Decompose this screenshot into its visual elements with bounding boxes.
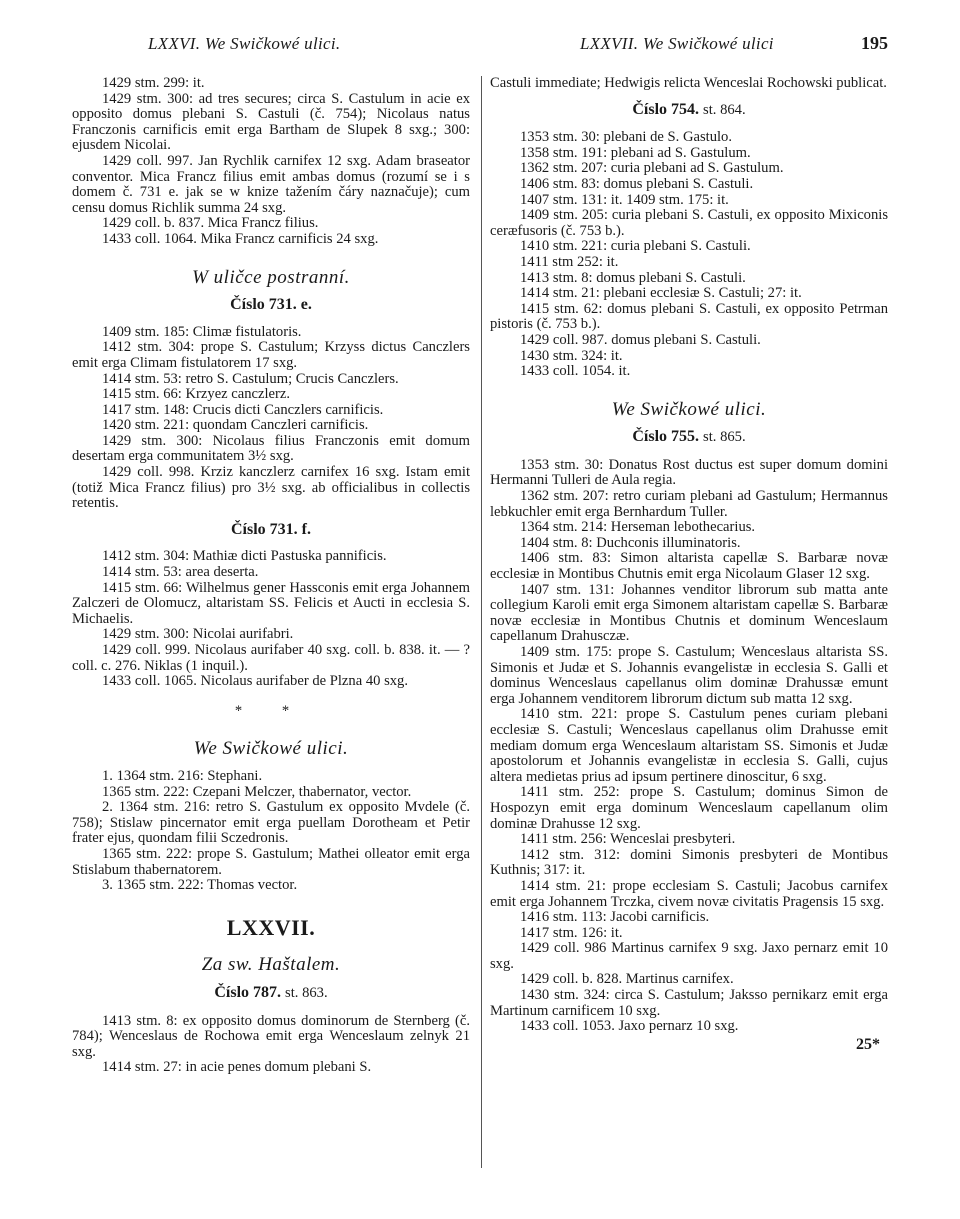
record-entry: 1429 coll. 998. Krziz kanczlerz carnifex 16 sxg. Istam emit (totiž Mica Francz filius) pro 3½ sxg. ab officialibus in collectis retentis.	[72, 464, 470, 512]
record-entry: 1414 stm. 21: prope ecclesiam S. Castuli; Jacobus carnifex emit erga Johannem Trczka, civem novæ civitatis Pragensis 15 sxg.	[490, 877, 888, 910]
record-entry: 1430 stm. 324: circa S. Castulum; Jaksso pernikarz emit erga Martinum carnificem 10 sxg.	[490, 987, 888, 1019]
record-entry: 1429 stm. 300: ad tres secures; circa S. Castulum in acie ex opposito domus plebani S. Castuli (č. 754); Nicolaus natus Franczonis carnificis emit erga Bartham de Slupek 8 sxg.; 300: ejusdem Nicolai.	[72, 90, 470, 154]
house-number-label: Číslo 787.	[214, 983, 282, 1001]
record-entry: 1407 stm. 131: Johannes venditor librorum sub matta ante collegium Karoli emit erga Simonem altaristam capellæ S. Barbaræ novæ ecclesiæ in Montibus Chutnis et dominum Wenceslaum capellanum Drahusczæ.	[490, 581, 888, 645]
record-entry: 1429 coll. 999. Nicolaus aurifaber 40 sxg. coll. b. 838. it. — ? coll. c. 276. Niklas (1 inquil.).	[72, 642, 470, 674]
record-entry: 1429 coll. b. 828. Martinus carnifex.	[520, 971, 734, 988]
record-entry: 1353 stm. 30: plebani de S. Gastulo.	[520, 129, 733, 146]
house-number-heading	[72, 985, 470, 1002]
record-entry: 1433 coll. 1065. Nicolaus aurifaber de Plzna 40 sxg.	[102, 673, 408, 690]
record-entry: 1417 stm. 148: Crucis dicti Canczlers carnificis.	[102, 401, 384, 418]
record-entry: 1. 1364 stm. 216: Stephani.	[102, 767, 263, 784]
record-entry: 1433 coll. 1054. it.	[520, 363, 631, 380]
house-number-heading	[72, 522, 470, 538]
record-entry: 1362 stm. 207: retro curiam plebani ad Gastulum; Hermannus lebkuchler emit erga Bernhardum Tuller.	[490, 488, 888, 520]
record-entry: 1410 stm. 221: curia plebani S. Castuli.	[520, 238, 751, 255]
running-head-right: LXXVII. We Swičkowé ulici	[580, 34, 774, 53]
right-column	[490, 76, 888, 1052]
record-entry: 1417 stm. 126: it.	[520, 924, 623, 941]
chapter-heading: LXXVII.	[226, 914, 316, 940]
record-entry: 3. 1365 stm. 222: Thomas vector.	[102, 877, 298, 894]
record-entry: 1415 stm. 62: domus plebani S. Castuli, ex opposito Petrman pistoris (č. 753 b.).	[490, 300, 888, 333]
record-entry: 1433 coll. 1064. Mika Francz carnificis 24 sxg.	[102, 230, 379, 247]
house-number-heading	[490, 102, 888, 119]
record-entry: 1416 stm. 113: Jacobi carnificis.	[520, 909, 710, 926]
record-entry: 1411 stm. 252: prope S. Castulum; dominus Simon de Hospozyn emit erga dominum Wenceslaum capellanum olim dominæ Drahusse 12 sxg.	[490, 784, 888, 832]
record-entry: 1430 stm. 324: it.	[520, 347, 623, 364]
record-entry: 1429 stm. 299: it.	[102, 75, 205, 91]
record-entry: 1413 stm. 8: domus plebani S. Castuli.	[520, 269, 746, 286]
section-title: W uličce postranní.	[192, 266, 350, 288]
column-divider	[481, 76, 482, 1168]
entry-continuation: Castuli immediate; Hedwigis relicta Wenceslai Rochowski publicat.	[490, 75, 887, 91]
record-entry: 1365 stm. 222: prope S. Gastulum; Mathei olleator emit erga Stislabum thabernatorem.	[72, 845, 470, 878]
record-entry: 1406 stm. 83: Simon altarista capellæ S. Barbaræ novæ ecclesiæ in Montibus Chutnis emit erga Nicolaum Glaser 12 sxg.	[490, 550, 888, 583]
record-entry: 1409 stm. 175: prope S. Castulum; Wenceslaus altarista SS. Simonis et Judæ et S. Johannis evangelistæ in ecclesia S. Galli et dominus Wenceslaus capellanus olim dominæ Drahussæ emunt erga Johannem venditorem librorum dictum sub matta 12 sxg.	[490, 644, 888, 707]
section-title: Za sw. Haštalem.	[201, 954, 341, 976]
record-entry: 1415 stm. 66: Wilhelmus gener Hassconis emit erga Johannem Zalczeri de Olomucz, altaristam SS. Felicis et Aucti in ecclesia S. Michaelis.	[72, 579, 470, 627]
house-number-label: Číslo 754.	[632, 100, 700, 118]
record-entry: 1412 stm. 304: Mathiæ dicti Pastuska pannificis.	[102, 548, 387, 565]
record-entry: 1433 coll. 1053. Jaxo pernarz 10 sxg.	[520, 1018, 739, 1035]
record-entry: 1429 stm. 300: Nicolai aurifabri.	[102, 626, 294, 643]
record-entry: 1364 stm. 214: Herseman lebothecarius.	[520, 519, 756, 536]
old-number-label: st. 864.	[703, 101, 746, 118]
asterism-divider: * *	[234, 702, 308, 719]
record-entry: 1429 coll. 986 Martinus carnifex 9 sxg. Jaxo pernarz emit 10 sxg.	[490, 940, 888, 972]
record-entry: 1409 stm. 185: Climæ fistulatoris.	[102, 323, 302, 340]
section-title: We Swičkowé ulici.	[611, 398, 767, 420]
record-entry: 1411 stm 252: it.	[520, 253, 619, 270]
record-entry: 1365 stm. 222: Czepani Melczer, thabernator, vector.	[102, 783, 412, 800]
record-entry: 1414 stm. 27: in acie penes domum plebani S.	[102, 1059, 372, 1076]
record-entry: 1414 stm. 53: retro S. Castulum; Crucis Canczlers.	[102, 370, 399, 387]
house-number-label: Číslo 755.	[632, 428, 700, 446]
record-entry: 1414 stm. 53: area deserta.	[102, 564, 259, 581]
record-entry: 1429 coll. 987. domus plebani S. Castuli.	[520, 331, 761, 348]
house-number-heading	[72, 297, 470, 313]
record-entry: 1420 stm. 221: quondam Canczleri carnificis.	[102, 417, 369, 434]
section-title: We Swičkowé ulici.	[193, 738, 349, 760]
left-column	[72, 76, 470, 1076]
record-entry: 1415 stm. 66: Krzyez canczlerz.	[102, 386, 291, 403]
record-entry: 1362 stm. 207: curia plebani ad S. Gastulum.	[520, 160, 784, 177]
record-entry: 1429 coll. b. 837. Mica Francz filius.	[102, 215, 319, 232]
house-number-label: Číslo 731. e.	[230, 296, 312, 314]
record-entry: 1413 stm. 8: ex opposito domus dominorum de Sternberg (č. 784); Wenceslaus de Rochowa emit erga Wenceslaum zelnyk 21 sxg.	[72, 1012, 470, 1060]
old-number-label: st. 865.	[703, 429, 746, 446]
record-entry: 1406 stm. 83: domus plebani S. Castuli.	[520, 175, 754, 192]
record-entry: 1412 stm. 304: prope S. Castulum; Krzyss dictus Canczlers emit erga Climam fistulatorem 17 sxg.	[72, 339, 470, 371]
signature-mark: 25*	[856, 1035, 880, 1053]
record-entry: 2. 1364 stm. 216: retro S. Gastulum ex opposito Mvdele (č. 758); Stislaw pincernator emit erga puellam Dorotheam et Petir frater ejus, quondam filii Sczedronis.	[72, 799, 470, 847]
record-entry: 1404 stm. 8: Duchconis illuminatoris.	[520, 534, 741, 551]
record-entry: 1429 stm. 300: Nicolaus filius Franczonis emit domum desertam erga communitatem 3½ sxg.	[72, 432, 470, 465]
record-entry: 1409 stm. 205: curia plebani S. Castuli, ex opposito Mixiconis ceræfusoris (č. 753 b.).	[490, 207, 888, 239]
old-number-label: st. 863.	[285, 984, 328, 1001]
record-entry: 1407 stm. 131: it. 1409 stm. 175: it.	[520, 191, 729, 208]
record-entry: 1429 coll. 997. Jan Rychlik carnifex 12 sxg. Adam braseator conventor. Mica Francz filius emit ambas domus (rozumí se i s domem č. 731 e. jak se w knize tažením čáry naznačuje); cum censu domus Richlik summa 24 sxg.	[72, 152, 470, 216]
record-entry: 1353 stm. 30: Donatus Rost ductus est super domum domini Hermanni Tulleri de Aula regia.	[490, 456, 888, 489]
house-number-label: Číslo 731. f.	[231, 520, 311, 538]
page-number: 195	[861, 33, 888, 53]
house-number-heading	[490, 429, 888, 446]
record-entry: 1414 stm. 21: plebani ecclesiæ S. Castuli; 27: it.	[520, 285, 802, 302]
running-head-left: LXXVI. We Swičkowé ulici.	[148, 34, 341, 53]
record-entry: 1412 stm. 312: domini Simonis presbyteri de Montibus Kuthnis; 317: it.	[490, 846, 888, 879]
record-entry: 1411 stm. 256: Wenceslai presbyteri.	[520, 831, 736, 848]
record-entry: 1410 stm. 221: prope S. Castulum penes curiam plebani ecclesiæ S. Castuli; Wenceslaus capellanus olim Drahusse emit mediam domum erga Wenceslaum altaristam SS. Simonis et Judæ apostolorum et Johannis evangelistæ in ecclesia S. Galli, cujus altera medietas prius ad ipsum pertinere dinoscitur, 6 sxg.	[490, 706, 888, 785]
record-entry: 1358 stm. 191: plebani ad S. Gastulum.	[520, 144, 751, 161]
